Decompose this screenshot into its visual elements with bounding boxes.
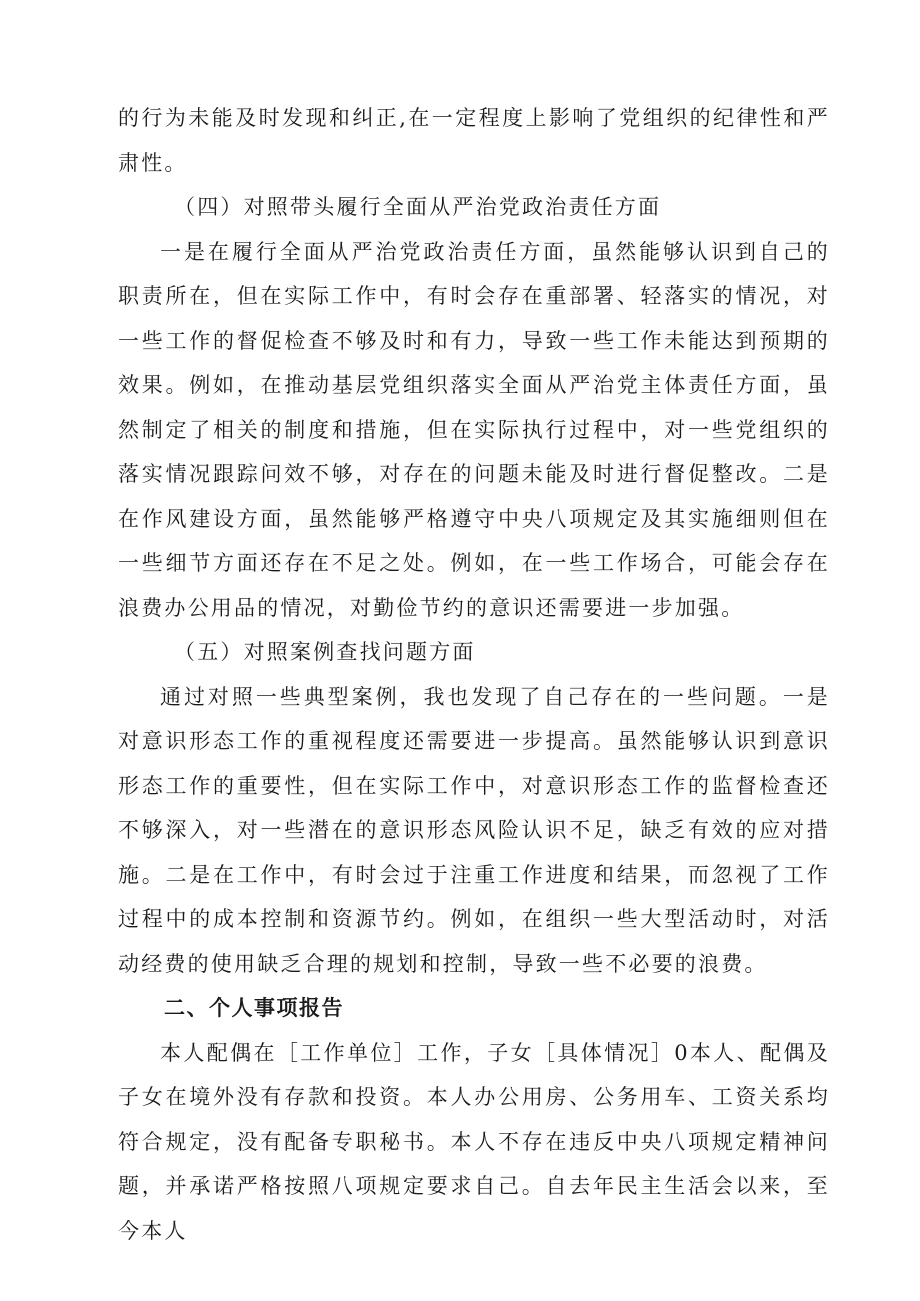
paragraph-continuation: 的行为未能及时发现和纠正,在一定程度上影响了党组织的纪律性和严肃性。	[118, 106, 830, 175]
paragraph-section-5: 通过对照一些典型案例，我也发现了自己存在的一些问题。一是对意识形态工作的重视程度还需要进一步提高。虽然能够认识到意识形态工作的重要性，但在实际工作中，对意识形态工作的监督检查还不够深入，对一些潜在的意识形态风险认识不足，缺乏有效的应对措施。二是在工作中，有时会过于注重工作进度和结果，而忽视了工作过程中的成本控制和资源节约。例如，在组织一些大型活动时，对活动经费的使用缺乏合理的规划和控制，导致一些不必要的浪费。	[118, 684, 830, 976]
section-heading-4: （四）对照带头履行全面从严治党政治责任方面	[174, 195, 662, 219]
document-page	[118, 96, 830, 1253]
paragraph-section-4: 一是在履行全面从严治党政治责任方面，虽然能够认识到自己的职责所在，但在实际工作中，有时会存在重部署、轻落实的情况，对一些工作的督促检查不够及时和有力，导致一些工作未能达到预期的效果。例如，在推动基层党组织落实全面从严治党主体责任方面，虽然制定了相关的制度和措施，但在实际执行过程中，对一些党组织的落实情况跟踪问效不够，对存在的问题未能及时进行督促整改。二是在作风建设方面，虽然能够严格遵守中央八项规定及其实施细则但在一些细节方面还存在不足之处。例如，在一些工作场合，可能会存在浪费办公用品的情况，对勤俭节约的意识还需要进一步加强。	[118, 239, 830, 620]
chapter-heading-personal-report: 二、个人事项报告	[164, 996, 344, 1020]
section-heading-5: （五）对照案例查找问题方面	[174, 640, 476, 664]
paragraph-personal-report: 本人配偶在［工作单位］工作，子女［具体情况］0本人、配偶及子女在境外没有存款和投资。本人办公用房、公务用车、工资关系均符合规定，没有配备专职秘书。本人不存在违反中央八项规定精神问题，并承诺严格按照八项规定要求自己。自去年民主生活会以来，至今本人	[118, 1040, 830, 1243]
